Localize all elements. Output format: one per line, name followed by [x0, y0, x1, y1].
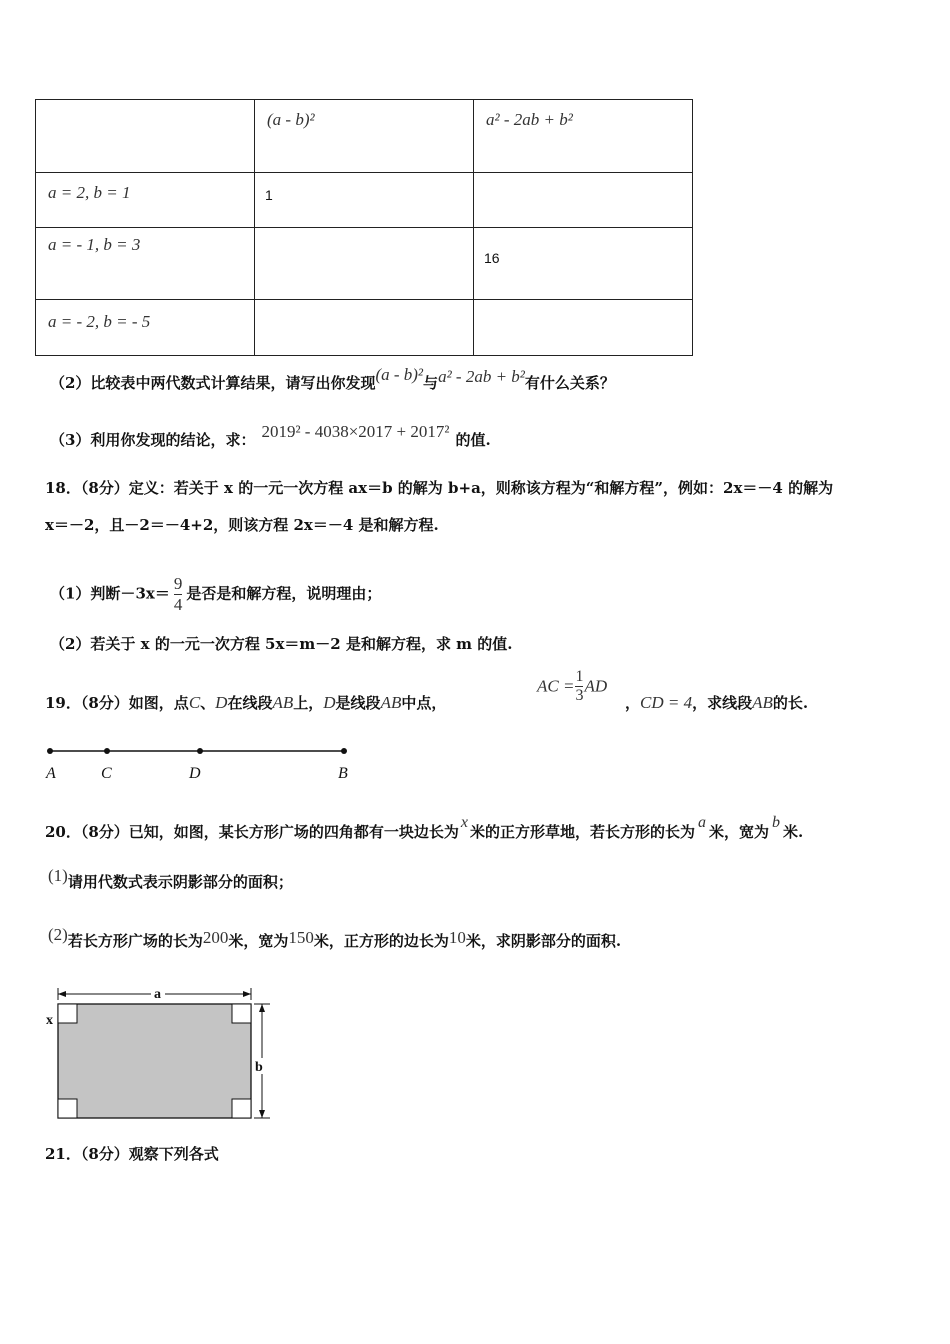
fig-label-x: x [46, 1013, 53, 1028]
value-table [35, 99, 693, 356]
table-cell [36, 300, 255, 356]
fig-label-a: a [154, 987, 161, 1002]
q20-part1 [48, 866, 293, 892]
arrow-right-icon [243, 991, 251, 997]
q18-p1-text: （1）判断－3x＝ [50, 584, 170, 603]
fraction-1-3 [575, 668, 583, 705]
q19-ac: AC = [537, 676, 575, 696]
q17-p2-text: （2）比较表中两代数式计算结果，请写出你发现 [50, 374, 376, 392]
table-header-cell [255, 100, 474, 173]
q20-t3: 米，宽为 [708, 823, 769, 841]
cell-value: 1 [265, 187, 273, 203]
q20-length: 200 [202, 928, 229, 947]
fraction-num: 9 [173, 574, 183, 593]
q20-t4: 米. [782, 823, 804, 841]
q18-line1: 18．（8分）定义：若关于 x 的一元一次方程 ax＝b 的解为 b+a，则称该方程为“和解方程”，例如：2x＝－4 的解为 [45, 479, 834, 497]
q19-D: D [215, 693, 228, 712]
q19-t1: 19．（8分）如图，点 [45, 694, 189, 712]
fraction-num: 1 [575, 668, 584, 685]
cell-value: 16 [484, 250, 500, 266]
q19-cd: CD = 4 [640, 693, 693, 712]
q20-side: 10 [448, 928, 466, 947]
q20-p1-num: (1) [48, 866, 68, 885]
table-cell [36, 228, 255, 300]
arrow-down-icon [259, 1110, 265, 1118]
arrow-up-icon [259, 1004, 265, 1012]
q17-part2 [50, 365, 615, 393]
segment-figure [40, 740, 360, 785]
table-row [36, 228, 693, 300]
q19-AB2: AB [380, 693, 402, 712]
corner-square [58, 1099, 77, 1118]
q17-expr2: a² - 2ab + b² [438, 367, 525, 386]
table-cell [474, 173, 693, 228]
q19-AB: AB [272, 693, 294, 712]
point-a [47, 748, 53, 754]
table-header-cell [474, 100, 693, 173]
q20-width: 150 [288, 928, 314, 947]
table-row [36, 173, 693, 228]
q19-text2 [625, 692, 808, 713]
q20-p2-t4: 米，求阴影部分的面积. [465, 932, 622, 950]
header-expr-2: a² - 2ab + b² [486, 110, 573, 129]
table-cell [474, 228, 693, 300]
q20-p2-num: (2) [48, 925, 68, 944]
q17-p3-text: （3）利用你发现的结论，求： [50, 431, 256, 449]
q19-t4: 是线段 [335, 694, 381, 712]
q19-comma: ， [625, 694, 641, 712]
q19-D2: D [323, 693, 336, 712]
label-d: D [189, 765, 201, 782]
q20-p2-t1: 若长方形广场的长为 [67, 932, 203, 950]
q20-part2 [48, 925, 622, 951]
table-cell [255, 300, 474, 356]
shaded-region [58, 1004, 251, 1118]
q17-p2-and: 与 [423, 374, 439, 392]
fraction-den: 4 [173, 595, 183, 614]
table-row [36, 300, 693, 356]
table-cell [255, 173, 474, 228]
q18-part2: （2）若关于 x 的一元一次方程 5x＝m－2 是和解方程，求 m 的值. [50, 635, 513, 653]
q19-t6: ，求线段 [692, 694, 753, 712]
q19-t7: 的长. [772, 694, 809, 712]
q19-AB3: AB [752, 693, 773, 712]
q19-t2: 在线段 [227, 694, 273, 712]
q21-text: 21．（8分）观察下列各式 [45, 1145, 219, 1163]
row-label: a = 2, b = 1 [48, 183, 131, 202]
q19-ad: AD [584, 676, 608, 696]
q20-p2-t3: 米，正方形的边长为 [313, 932, 449, 950]
fraction-9-4 [174, 574, 183, 615]
fraction-den: 3 [575, 687, 584, 704]
q17-expr1: (a - b)² [375, 365, 424, 384]
corner-square [232, 1004, 251, 1023]
q19-text [45, 692, 446, 713]
point-c [104, 748, 110, 754]
q20-t1: 20．（8分）已知，如图，某长方形广场的四角都有一块边长为 [45, 823, 459, 841]
table-cell [474, 300, 693, 356]
q18-part1 [50, 574, 381, 615]
row-label: a = - 1, b = 3 [48, 235, 141, 254]
q20-b: b [771, 814, 780, 831]
q17-part3 [50, 422, 491, 450]
q20-p1-text: 请用代数式表示阴影部分的面积； [67, 873, 293, 891]
point-b [341, 748, 347, 754]
row-label: a = - 2, b = - 5 [48, 312, 151, 331]
label-b: B [338, 765, 348, 782]
q19-C: C [188, 693, 201, 712]
q20-a: a [697, 814, 706, 831]
q19-equation [537, 668, 607, 705]
q19-t5: 中点， [401, 694, 447, 712]
q20-t2: 米的正方形草地，若长方形的长为 [469, 823, 695, 841]
q17-p3-end: 的值. [455, 431, 491, 449]
fig-label-b: b [255, 1060, 263, 1075]
label-a: A [46, 765, 56, 782]
q20-x: x [460, 814, 468, 831]
table-cell [36, 173, 255, 228]
arrow-left-icon [58, 991, 66, 997]
point-d [197, 748, 203, 754]
q17-p3-expr: 2019² - 4038×2017 + 2017² [261, 422, 450, 441]
header-expr-1: (a - b)² [267, 110, 315, 129]
q18-line2: x＝－2，且－2＝－4+2，则该方程 2x＝－4 是和解方程. [45, 516, 439, 534]
corner-square [58, 1004, 77, 1023]
table-corner-cell [36, 100, 255, 173]
q20-text [45, 814, 804, 842]
q18-p1-end: 是否是和解方程，说明理由； [186, 584, 382, 603]
table-cell [255, 228, 474, 300]
label-c: C [101, 765, 112, 782]
q20-p2-t2: 米，宽为 [228, 932, 289, 950]
corner-square [232, 1099, 251, 1118]
q19-sep: 、 [200, 694, 216, 712]
rectangle-figure [40, 982, 280, 1124]
q19-t3: 上， [293, 694, 324, 712]
table-header-row [36, 100, 693, 173]
q17-p2-end: 有什么关系？ [524, 374, 615, 392]
